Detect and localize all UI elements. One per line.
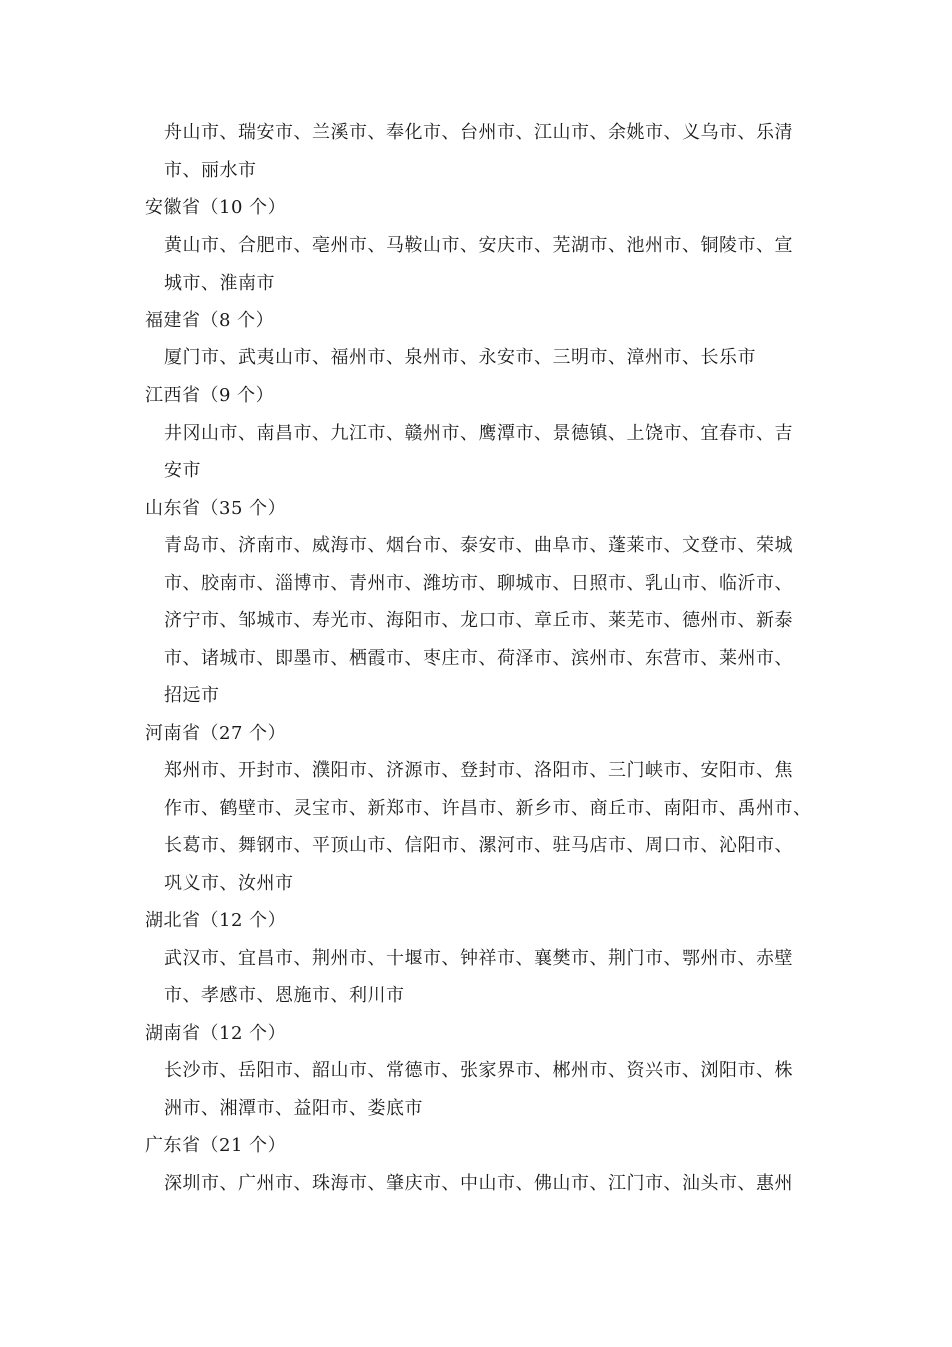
hubei-cities-line: 市、孝感市、恩施市、利川市 [164, 985, 405, 1006]
shandong-cities-line: 青岛市、济南市、威海市、烟台市、泰安市、曲阜市、蓬莱市、文登市、荣城 [164, 535, 793, 556]
shandong-cities-line: 招远市 [164, 685, 220, 706]
hunan-cities-line: 长沙市、岳阳市、韶山市、常德市、张家界市、郴州市、资兴市、浏阳市、株 [164, 1060, 793, 1081]
zhejiang-cities-line: 舟山市、瑞安市、兰溪市、奉化市、台州市、江山市、余姚市、义乌市、乐清 [164, 122, 793, 143]
henan-cities-line: 作市、鹤壁市、灵宝市、新郑市、许昌市、新乡市、商丘市、南阳市、禹州市、 [164, 798, 812, 819]
jiangxi-cities-line: 安市 [164, 460, 201, 481]
guangdong-cities-line: 深圳市、广州市、珠海市、肇庆市、中山市、佛山市、江门市、汕头市、惠州 [164, 1173, 793, 1194]
province-heading-fujian: 福建省（8 个） [145, 310, 275, 331]
shandong-cities-line: 市、胶南市、淄博市、青州市、潍坊市、聊城市、日照市、乳山市、临沂市、 [164, 573, 793, 594]
anhui-cities-line: 黄山市、合肥市、亳州市、马鞍山市、安庆市、芜湖市、池州市、铜陵市、宣 [164, 235, 793, 256]
henan-cities-line: 巩义市、汝州市 [164, 873, 294, 894]
hunan-cities-line: 洲市、湘潭市、益阳市、娄底市 [164, 1098, 423, 1119]
anhui-cities-line: 城市、淮南市 [164, 273, 275, 294]
jiangxi-cities-line: 井冈山市、南昌市、九江市、赣州市、鹰潭市、景德镇、上饶市、宜春市、吉 [164, 423, 793, 444]
hubei-cities-line: 武汉市、宜昌市、荆州市、十堰市、钟祥市、襄樊市、荆门市、鄂州市、赤壁 [164, 948, 793, 969]
province-heading-hubei: 湖北省（12 个） [145, 910, 287, 931]
province-heading-jiangxi: 江西省（9 个） [145, 385, 275, 406]
shandong-cities-line: 济宁市、邹城市、寿光市、海阳市、龙口市、章丘市、莱芜市、德州市、新泰 [164, 610, 793, 631]
province-heading-henan: 河南省（27 个） [145, 723, 287, 744]
province-heading-anhui: 安徽省（10 个） [145, 197, 287, 218]
shandong-cities-line: 市、诸城市、即墨市、栖霞市、枣庄市、荷泽市、滨州市、东营市、莱州市、 [164, 648, 793, 669]
province-heading-guangdong: 广东省（21 个） [145, 1135, 287, 1156]
fujian-cities-line: 厦门市、武夷山市、福州市、泉州市、永安市、三明市、漳州市、长乐市 [164, 347, 756, 368]
zhejiang-cities-line: 市、丽水市 [164, 160, 257, 181]
province-heading-hunan: 湖南省（12 个） [145, 1023, 287, 1044]
henan-cities-line: 郑州市、开封市、濮阳市、济源市、登封市、洛阳市、三门峡市、安阳市、焦 [164, 760, 793, 781]
henan-cities-line: 长葛市、舞钢市、平顶山市、信阳市、漯河市、驻马店市、周口市、沁阳市、 [164, 835, 793, 856]
province-heading-shandong: 山东省（35 个） [145, 498, 287, 519]
